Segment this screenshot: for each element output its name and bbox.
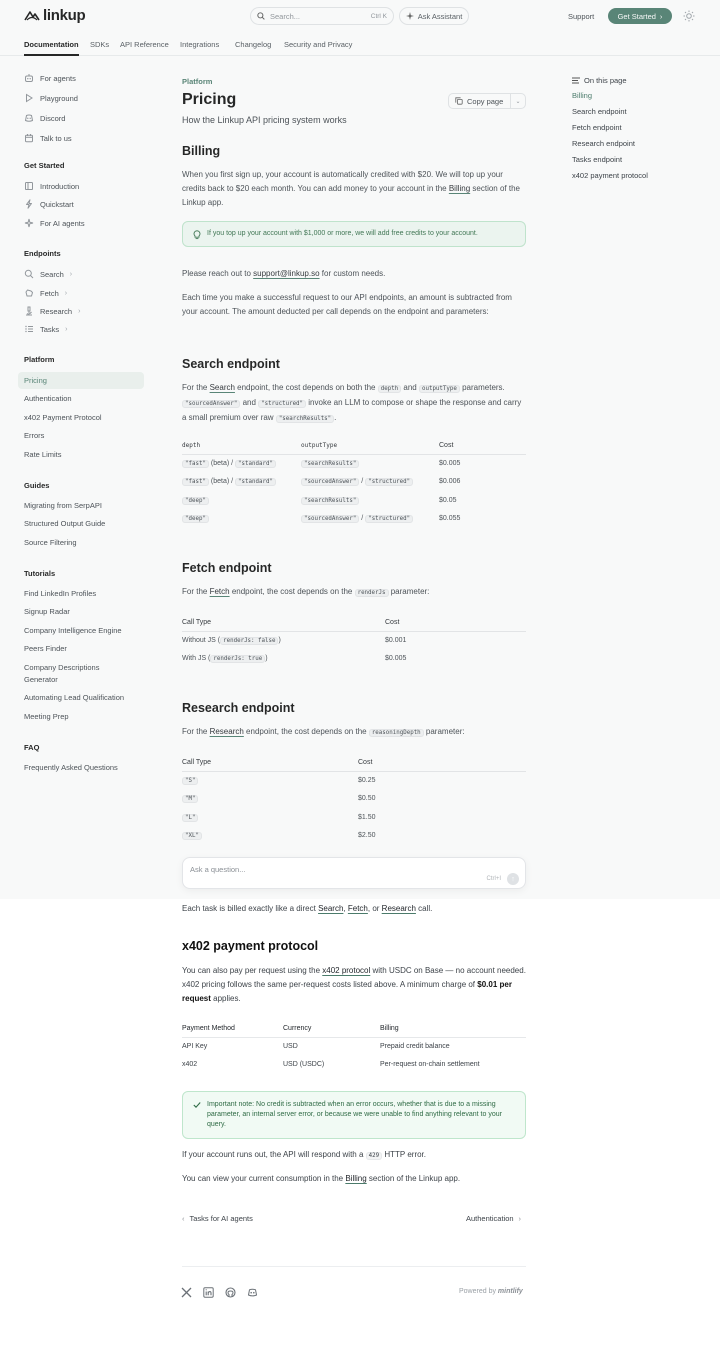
text: (beta) / [208,460,236,467]
table-header: Cost [358,754,526,771]
output-type-cell [301,454,439,473]
sidebar-item-label: Search [40,269,64,279]
sidebar-item-label: For AI agents [40,218,85,228]
inline-code: "L" [182,814,198,822]
topup-callout [182,221,526,247]
table-row [182,808,526,827]
prev-page-link[interactable] [182,1214,253,1223]
inline-code: renderJs: false [220,637,278,645]
text: endpoint, the cost depends on the [229,587,355,596]
runout-paragraph [182,1148,526,1163]
ask-assistant-label: Ask Assistant [417,11,463,21]
robot-icon [24,73,34,83]
inline-code: "standard" [235,478,276,486]
billing-paragraph-1 [182,168,526,210]
sidebar-item-label: Fetch [40,288,59,298]
discord-icon[interactable] [247,1287,258,1298]
get-started-button[interactable] [608,8,672,24]
table-header: Call Type [182,754,358,771]
inline-code: "sourcedAnswer" [301,478,359,486]
search-link[interactable]: Search [209,383,235,392]
sidebar-item-x402[interactable]: x402 Payment Protocol [24,413,102,422]
toc-item-fetch-endpoint[interactable]: Fetch endpoint [572,123,622,132]
sidebar-group-endpoints: Endpoints [24,249,61,258]
chevron-right-icon: › [518,1214,522,1223]
play-icon [24,93,34,103]
toc-item-x402[interactable]: x402 payment protocol [572,171,648,180]
copy-page-button[interactable] [448,93,526,109]
table-header: outputType [301,437,439,454]
sidebar-item-label: Tasks [40,324,60,334]
x402-payment-table [182,1020,526,1074]
toc-item-research-endpoint[interactable]: Research endpoint [572,139,635,148]
text: with USDC on Base — no account needed. x402 pricing follows the same per-request costs listed above. A minimum charge of [182,966,526,989]
footer-divider [182,1266,526,1267]
text: ) [265,655,268,663]
inline-code: "searchResults" [301,497,359,505]
call-type-cell [182,631,385,650]
powered-by-mintlify[interactable] [459,1288,523,1295]
note-text: Important note: No credit is subtracted when an error occurs, whether that is due to a missing parameter, an internal server error, or because we were unable to find anything relevant to your query. [207,1101,502,1128]
sidebar-item-label: Playground [40,93,78,103]
tasks-fetch-link[interactable]: Fetch [347,904,368,913]
text: Powered by [459,1288,498,1295]
consumption-billing-link[interactable]: Billing [345,1174,367,1183]
tab-sdks[interactable]: SDKs [90,40,110,49]
cost-cell: $1.50 [358,813,376,821]
get-started-label: Get Started [617,11,656,21]
sidebar-item-company-descriptions[interactable]: Company Descriptions [24,663,100,672]
sidebar-group-guides: Guides [24,481,50,490]
chevron-right-icon: › [78,307,81,315]
search-icon [257,12,265,20]
x402-paragraph [182,964,526,1006]
minimum-charge: $0.01 per request [182,980,512,1003]
text: and [401,383,419,392]
toc-item-billing[interactable]: Billing [572,91,593,100]
call-type-cell [182,827,358,846]
tasks-paragraph [182,902,526,916]
inline-code: "XL" [182,832,202,840]
text: You can also pay per request using the [182,966,323,975]
text: ) [278,637,281,644]
sidebar-item-search[interactable] [24,269,72,279]
table-row [182,473,526,492]
inline-code: depth [378,385,401,393]
text: , [343,904,348,913]
sidebar-item-introduction[interactable] [24,181,79,191]
output-type-cell [301,473,439,492]
page-title: Pricing [182,91,237,108]
search-icon [24,269,34,279]
support-email-link[interactable]: support@linkup.so [253,269,320,278]
github-icon[interactable] [225,1287,236,1298]
sidebar-group-faq: FAQ [24,743,40,752]
toc-title [572,76,627,85]
tab-api-reference[interactable]: API Reference [120,40,169,49]
sparkle-icon [24,218,34,228]
table-row [182,454,526,473]
cost-cell: $0.25 [358,777,376,784]
cost-cell: $0.005 [385,655,407,663]
lightning-icon [24,199,34,209]
research-endpoint-heading: Research endpoint [182,701,295,715]
tab-changelog[interactable]: Changelog [235,40,272,49]
page-subtitle: How the Linkup API pricing system works [182,115,347,125]
linkedin-icon[interactable] [203,1287,214,1298]
linkup-logo-icon [24,10,40,22]
billing-link[interactable]: Billing [448,184,471,193]
dog-icon [24,288,34,298]
tab-documentation[interactable]: Documentation [24,40,79,49]
sidebar-item-company-descriptions-cont[interactable]: Generator [24,675,58,684]
fetch-endpoint-heading: Fetch endpoint [182,561,272,575]
sidebar-item-source-filtering[interactable]: Source Filtering [24,538,77,547]
sidebar-item-authentication[interactable]: Authentication [24,394,72,403]
billing-paragraph-2 [182,267,526,281]
list-icon [572,77,580,84]
text: parameters. [459,383,505,392]
sidebar-group-get-started: Get Started [24,161,65,170]
sidebar-item-migrating-serpapi[interactable]: Migrating from SerpAPI [24,501,102,510]
search-input[interactable] [250,7,394,25]
text: When you first sign up, your account is automatically credited with $20. We will top up your credits back to $20 each month. You can add money to your account in the [182,170,503,193]
search-endpoint-heading: Search endpoint [182,357,280,371]
x402-protocol-link[interactable]: x402 protocol [322,966,371,975]
inline-code: "fast" [182,478,209,486]
sidebar-item-quickstart[interactable] [24,199,74,209]
callout-text: If you top up your account with $1,000 or more, we will add free credits to your account. [207,230,478,237]
depth-cell [182,473,301,492]
text: endpoint, the cost depends on the [243,727,369,736]
copy-page-label: Copy page [467,96,504,106]
text: / [359,478,366,486]
call-type-cell [182,790,358,809]
sidebar-item-tasks[interactable] [24,324,68,334]
text: With JS ( [182,655,211,663]
sidebar-item-label: Talk to us [40,133,72,143]
sidebar-item-talk-to-us[interactable] [24,133,72,143]
nav-tabs [0,32,720,56]
sidebar-item-for-agents[interactable] [24,73,76,83]
text: Each task is billed exactly like a direct [182,904,319,913]
inline-code: renderJs: true [210,655,265,663]
inline-code: "structured" [365,515,413,523]
text: For the [182,727,210,736]
table-header: depth [182,437,301,454]
search-placeholder: Search... [270,11,301,21]
top-bar [0,0,720,32]
page-eyebrow: Platform [182,77,213,86]
sidebar-item-discord[interactable] [24,113,65,123]
table-row [182,510,526,529]
table-row [182,771,526,790]
cost-cell: $0.001 [385,637,407,644]
inline-code: "S" [182,777,198,785]
toc-item-tasks-endpoint[interactable]: Tasks endpoint [572,155,623,164]
search-shortcut: Ctrl K [370,12,387,20]
text: and [240,398,259,407]
text: for custom needs. [319,269,386,278]
inline-code: "fast" [182,460,209,468]
logo[interactable] [24,7,85,24]
tasks-research-link[interactable]: Research [381,904,416,913]
text: For the [182,383,210,392]
send-arrow-icon[interactable]: ↑ [507,873,519,885]
table-header: Cost [385,614,526,631]
table-row [182,827,526,846]
call-type-cell [182,771,358,790]
text: (beta) / [208,478,236,486]
research-pricing-table [182,754,526,845]
ask-assistant-button[interactable] [399,7,469,25]
sidebar-item-faq[interactable]: Frequently Asked Questions [24,763,118,772]
microscope-icon [24,306,34,316]
depth-cell [182,491,301,510]
output-type-cell [301,510,439,529]
inline-code: renderJs [355,589,389,597]
table-row [182,491,526,510]
text: For the [182,587,210,596]
text: , or [367,904,382,913]
text: / [359,515,366,523]
text: parameter: [423,727,465,736]
table-header: Cost [439,437,526,454]
tab-security-privacy[interactable]: Security and Privacy [284,40,353,49]
sidebar-item-label: Research [40,306,73,316]
inline-code: "searchResults" [276,415,334,423]
cost-cell: $0.055 [439,515,461,523]
inline-code: "standard" [235,460,276,468]
table-cell: x402 [182,1061,198,1069]
text: Please reach out to [182,269,254,278]
tab-integrations[interactable]: Integrations [180,40,220,49]
text: . [334,413,337,422]
important-note-callout [182,1091,526,1139]
search-endpoint-paragraph [182,381,526,426]
text: Without JS ( [182,637,221,644]
sidebar-item-rate-limits[interactable]: Rate Limits [24,450,62,459]
discord-icon [24,113,34,123]
table-cell: USD (USDC) [283,1061,325,1069]
ask-placeholder: Ask a question... [190,865,246,874]
text: HTTP error. [382,1150,426,1159]
sun-icon[interactable] [683,10,695,22]
book-icon [24,181,34,191]
table-row [182,631,526,650]
lightbulb-icon [193,230,201,240]
table-cell: Per-request on-chain settlement [380,1061,480,1069]
sidebar-item-pricing[interactable]: Pricing [24,376,47,385]
table-row [182,1037,526,1056]
cost-cell: $0.006 [439,478,461,486]
sidebar-item-research[interactable] [24,306,80,316]
table-cell: API Key [182,1043,208,1050]
chevron-right-icon: › [64,289,68,297]
inline-code: "structured" [365,478,413,486]
table-header: Currency [283,1020,380,1037]
chevron-right-icon: › [69,270,73,278]
chevron-left-icon: ‹ [182,1214,185,1223]
x-twitter-icon[interactable] [181,1287,192,1298]
search-pricing-table [182,437,526,528]
billing-heading: Billing [182,144,221,158]
cost-cell: $0.05 [439,496,457,504]
inline-code: "deep" [182,497,209,505]
sidebar-item-signup-radar[interactable]: Signup Radar [24,607,70,616]
inline-code: 429 [366,1152,382,1160]
inline-code: reasoningDepth [369,729,424,737]
ask-shortcut: Ctrl+I [486,876,501,882]
table-row [182,650,526,669]
sidebar-group-tutorials: Tutorials [24,569,56,578]
fetch-link[interactable]: Fetch [209,587,230,596]
sidebar-item-label: Quickstart [40,199,74,209]
cost-cell: $0.50 [358,795,376,803]
fetch-endpoint-paragraph [182,585,526,600]
table-header: Call Type [182,614,385,631]
copy-icon [455,97,463,105]
sidebar-item-for-ai-agents[interactable] [24,218,85,228]
toc-item-search-endpoint[interactable]: Search endpoint [572,107,627,116]
table-row [182,790,526,809]
sidebar-item-company-intelligence[interactable]: Company Intelligence Engine [24,626,122,635]
inline-code: "deep" [182,515,209,523]
sidebar-item-structured-output[interactable]: Structured Output Guide [24,519,106,528]
sidebar-item-fetch[interactable] [24,288,67,298]
tasks-search-link[interactable]: Search [318,904,344,913]
text: If your account runs out, the API will respond with a [182,1150,366,1159]
depth-cell [182,454,301,473]
sidebar-item-peers-finder[interactable]: Peers Finder [24,644,67,653]
logo-text: linkup [43,7,86,24]
active-tab-indicator [24,54,79,56]
sidebar-item-errors[interactable]: Errors [24,431,45,440]
sidebar-item-lead-qualification[interactable]: Automating Lead Qualification [24,693,125,702]
x402-heading: x402 payment protocol [182,939,319,953]
inline-code: "searchResults" [301,460,359,468]
table-header: Billing [380,1020,526,1037]
fetch-pricing-table [182,614,526,668]
billing-paragraph-3: Each time you make a successful request to our API endpoints, an amount is subtracted from your account. The amount deducted per call depends on the endpoint and parameters: [182,293,512,316]
table-row [182,1056,526,1075]
inline-code: "M" [182,795,198,803]
sparkle-icon [406,12,414,20]
inline-code: "sourcedAnswer" [301,515,359,523]
text: applies. [210,994,241,1003]
text: You can view your current consumption in the [182,1174,346,1183]
table-cell: Prepaid credit balance [380,1043,450,1050]
consumption-paragraph [182,1172,526,1186]
mintlify-brand: mintlify [497,1288,523,1295]
research-link[interactable]: Research [209,727,244,736]
chevron-down-icon[interactable]: ⌄ [515,98,521,105]
call-type-cell [182,808,358,827]
chevron-right-icon: › [65,325,68,333]
chevron-right-icon: › [659,11,663,21]
depth-cell [182,510,301,529]
output-type-cell [301,491,439,510]
next-page-label: Authentication [466,1214,514,1223]
sidebar-item-label: Introduction [40,181,80,191]
sidebar-item-meeting-prep[interactable]: Meeting Prep [24,712,69,721]
text: On this page [584,76,627,85]
cost-cell: $0.005 [439,460,461,467]
sidebar-item-linkedin-profiles[interactable]: Find LinkedIn Profiles [24,589,97,598]
support-link[interactable]: Support [568,12,595,21]
text: parameter: [388,587,430,596]
calendar-icon [24,133,34,143]
sidebar-group-platform: Platform [24,355,55,364]
text: section of the Linkup app. [366,1174,461,1183]
inline-code: "structured" [258,400,306,408]
sidebar-item-playground[interactable] [24,93,78,103]
ask-question-input[interactable] [182,857,526,889]
prev-page-label: Tasks for AI agents [189,1214,253,1223]
inline-code: outputType [419,385,460,393]
inline-code: "sourcedAnswer" [182,400,240,408]
cost-cell: $2.50 [358,832,376,840]
check-icon [193,1100,201,1110]
sidebar-item-label: Discord [40,113,66,123]
next-page-link[interactable] [466,1214,521,1223]
text: endpoint, the cost depends on both the [234,383,378,392]
sidebar-item-label: For agents [40,73,76,83]
table-cell: USD [283,1043,298,1050]
table-header: Payment Method [182,1020,283,1037]
call-type-cell [182,650,385,669]
text: call. [415,904,433,913]
list-checks-icon [24,324,34,334]
text: section of the Linkup app. [182,184,520,207]
text: invoke an LLM to compose or shape the response and carry a small premium over raw [182,398,522,422]
research-endpoint-paragraph [182,725,526,740]
